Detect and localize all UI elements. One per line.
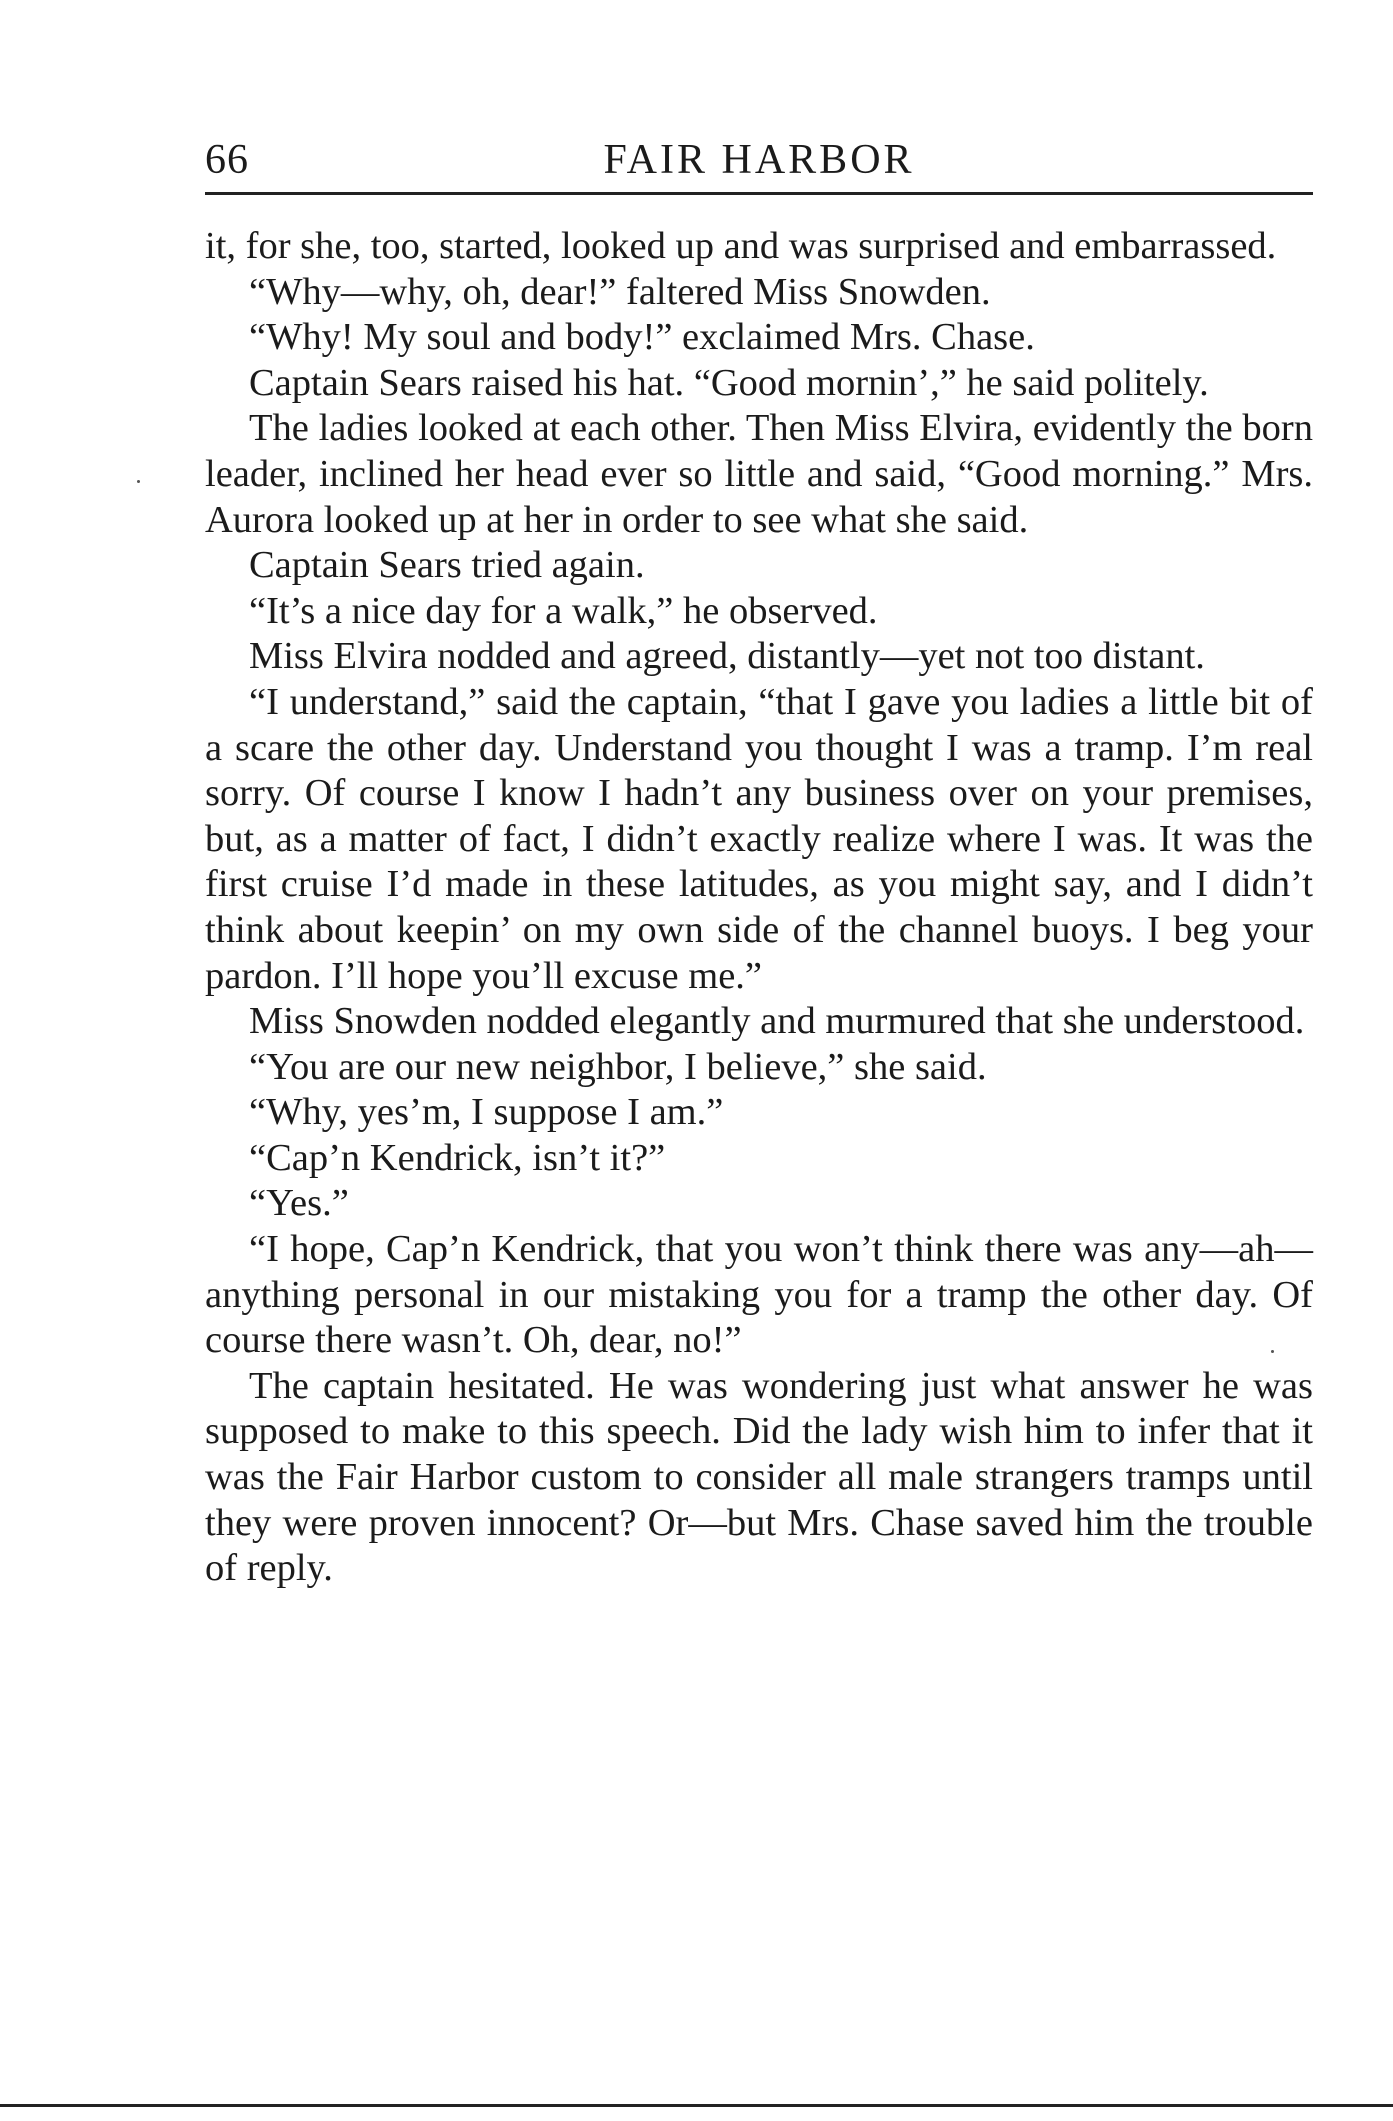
paragraph: Miss Elvira nodded and agreed, distantly—yet not too distant.: [249, 635, 1205, 678]
paragraph: Captain Sears raised his hat. “Good mornin’,” he said politely.: [249, 361, 1209, 404]
body-text: [205, 224, 1313, 1592]
paragraph: Miss Snowden nodded elegantly and murmured that she understood.: [249, 1000, 1305, 1043]
print-speck: [1271, 1350, 1274, 1353]
paragraph: The ladies looked at each other. Then Miss Elvira, evidently the born leader, inclined her head ever so little and said, “Good morning.” Mrs. Aurora looked up at her in order to see what she said.: [205, 407, 1313, 541]
paragraph: “It’s a nice day for a walk,” he observed.: [249, 589, 878, 632]
paragraph: “I understand,” said the captain, “that I gave you ladies a little bit of a scare the other day. Understand you thought I was a tramp. I’m real sorry. Of course I know I hadn’t any business over on your premises, but, as a matter of fact, I didn’t exactly realize where I was. It was the first cruise I’d made in these latitudes, as you might say, and I didn’t think about keepin’ on my own side of the channel buoys. I beg your pardon. I’ll hope you’ll excuse me.”: [205, 680, 1313, 997]
print-speck: [137, 480, 140, 483]
page-number: 66: [205, 137, 249, 183]
paragraph: “I hope, Cap’n Kendrick, that you won’t think there was any—ah—anything personal in our mistaking you for a tramp the other day. Of course there wasn’t. Oh, dear, no!”: [205, 1228, 1313, 1362]
bottom-edge-rule: [0, 2104, 1393, 2107]
paragraph: Captain Sears tried again.: [249, 544, 645, 587]
paragraph: “Yes.”: [249, 1182, 349, 1225]
paragraph: The captain hesitated. He was wondering just what answer he was supposed to make to this speech. Did the lady wish him to infer that it was the Fair Harbor custom to consider all male strangers tramps until they were proven innocent? Or—but Mrs. Chase saved him the trouble of reply.: [205, 1364, 1313, 1590]
running-title: FAIR HARBOR: [603, 137, 915, 183]
paragraph: “You are our new neighbor, I believe,” she said.: [249, 1045, 987, 1088]
page-header: [205, 130, 1313, 195]
paragraph: “Why, yes’m, I suppose I am.”: [249, 1091, 724, 1134]
paragraph: “Why! My soul and body!” exclaimed Mrs. Chase.: [249, 316, 1035, 359]
paragraph: “Cap’n Kendrick, isn’t it?”: [249, 1136, 666, 1179]
paragraph: it, for she, too, started, looked up and was surprised and embarrassed.: [205, 225, 1277, 267]
paragraph: “Why—why, oh, dear!” faltered Miss Snowden.: [249, 270, 991, 313]
